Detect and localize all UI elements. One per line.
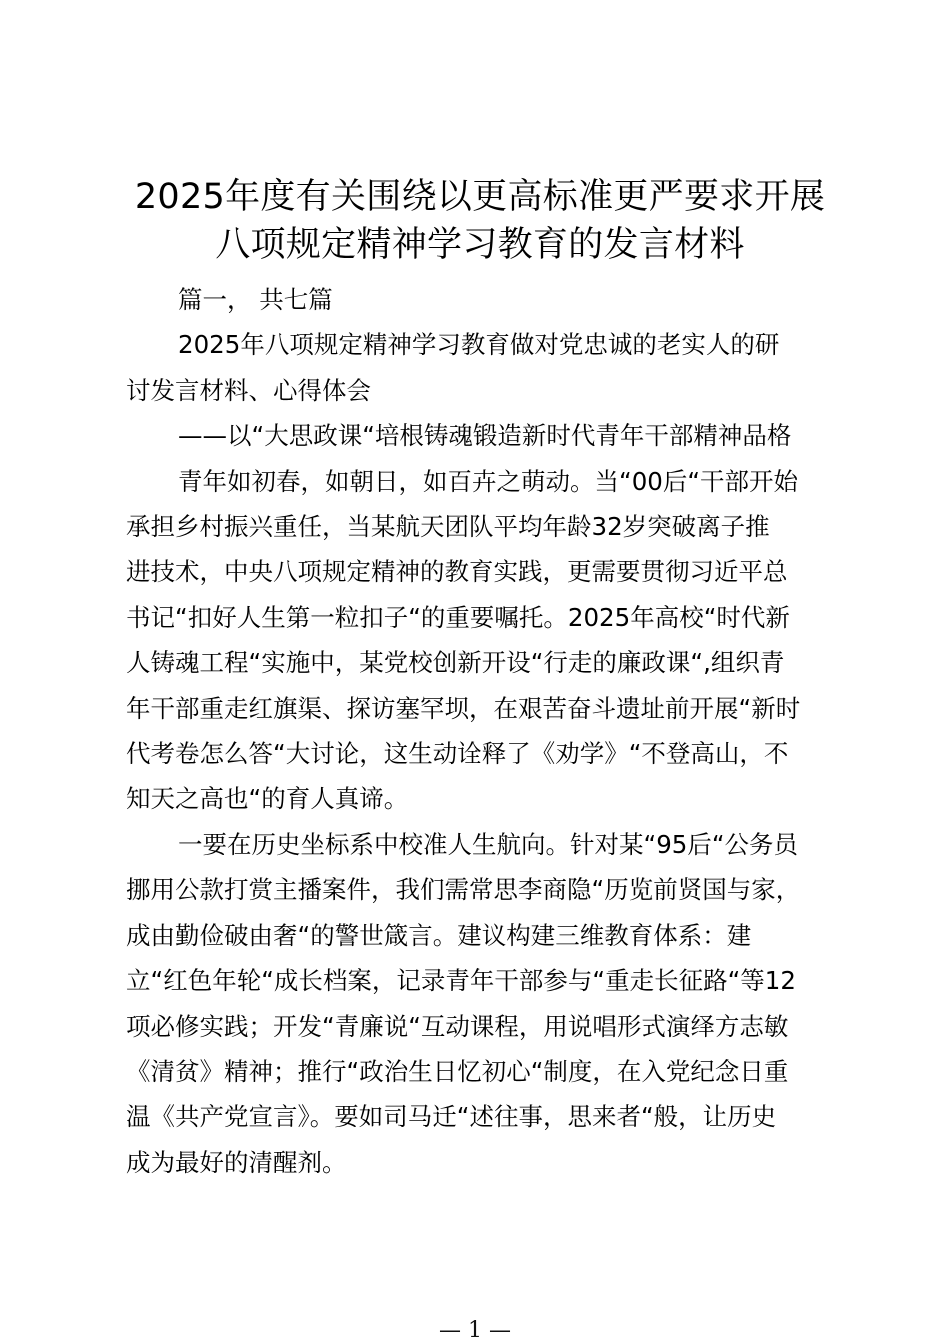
paragraph-subtitle bbox=[126, 322, 830, 413]
paragraph-line: 成由勤俭破由奢“的警世箴言。建议构建三维教育体系：建 bbox=[126, 920, 752, 950]
paragraph-line: 立“红色年轮“成长档案，记录青年干部参与“重走长征路“等12 bbox=[126, 966, 796, 996]
paragraph-line: 篇一， 共七篇 bbox=[178, 285, 333, 314]
title-line-1: 2025年度有关围绕以更高标准更严要求开展 bbox=[134, 177, 826, 217]
paragraph-line: 温《共产党宣言》。要如司马迁“述往事，思来者“般，让历史 bbox=[126, 1102, 777, 1132]
paragraph-point-one bbox=[126, 822, 830, 1185]
paragraph-series-note bbox=[126, 277, 830, 322]
paragraph-line: 承担乡村振兴重任，当某航天团队平均年龄32岁突破离子推 bbox=[126, 512, 770, 542]
paragraph-line: 《清贫》精神；推行“政治生日忆初心“制度，在入党纪念日重 bbox=[126, 1056, 789, 1086]
paragraph-line: 一要在历史坐标系中校准人生航向。针对某“95后“公务员 bbox=[178, 829, 799, 859]
paragraph-line: 知天之高也“的育人真谛。 bbox=[126, 784, 409, 814]
paragraph-line: 挪用公款打赏主播案件，我们需常思李商隐“历览前贤国与家， bbox=[126, 875, 801, 905]
title-line-2: 八项规定精神学习教育的发言材料 bbox=[215, 225, 745, 265]
paragraph-line: 书记“扣好人生第一粒扣子“的重要嘱托。2025年高校“时代新 bbox=[126, 602, 790, 632]
paragraph-line: 2025年八项规定精神学习教育做对党忠诚的老实人的研 bbox=[178, 330, 780, 360]
paragraph-line: 代考卷怎么答“大讨论，这生动诠释了《劝学》“不登高山，不 bbox=[126, 739, 789, 769]
page-number: — 1 — bbox=[439, 1318, 511, 1343]
paragraph-line: 讨发言材料、心得体会 bbox=[126, 375, 371, 405]
paragraph-theme bbox=[126, 413, 830, 458]
paragraph-intro bbox=[126, 459, 830, 822]
paragraph-line: 年干部重走红旗渠、探访塞罕坝，在艰苦奋斗遗址前开展“新时 bbox=[126, 693, 801, 723]
document-body bbox=[126, 277, 830, 1185]
paragraph-line: 成为最好的清醒剂。 bbox=[126, 1147, 347, 1177]
paragraph-line: 人铸魂工程“实施中，某党校创新开设“行走的廉政课“,组织青 bbox=[126, 648, 785, 678]
document-title bbox=[110, 173, 850, 269]
paragraph-line: ——以“大思政课“培根铸魂锻造新时代青年干部精神品格 bbox=[178, 421, 792, 451]
paragraph-line: 青年如初春，如朝日，如百卉之萌动。当“00后“干部开始 bbox=[178, 466, 799, 496]
paragraph-line: 项必修实践；开发“青廉说“互动课程，用说唱形式演绎方志敏 bbox=[126, 1011, 789, 1041]
paragraph-line: 进技术，中央八项规定精神的教育实践，更需要贯彻习近平总 bbox=[126, 557, 788, 587]
